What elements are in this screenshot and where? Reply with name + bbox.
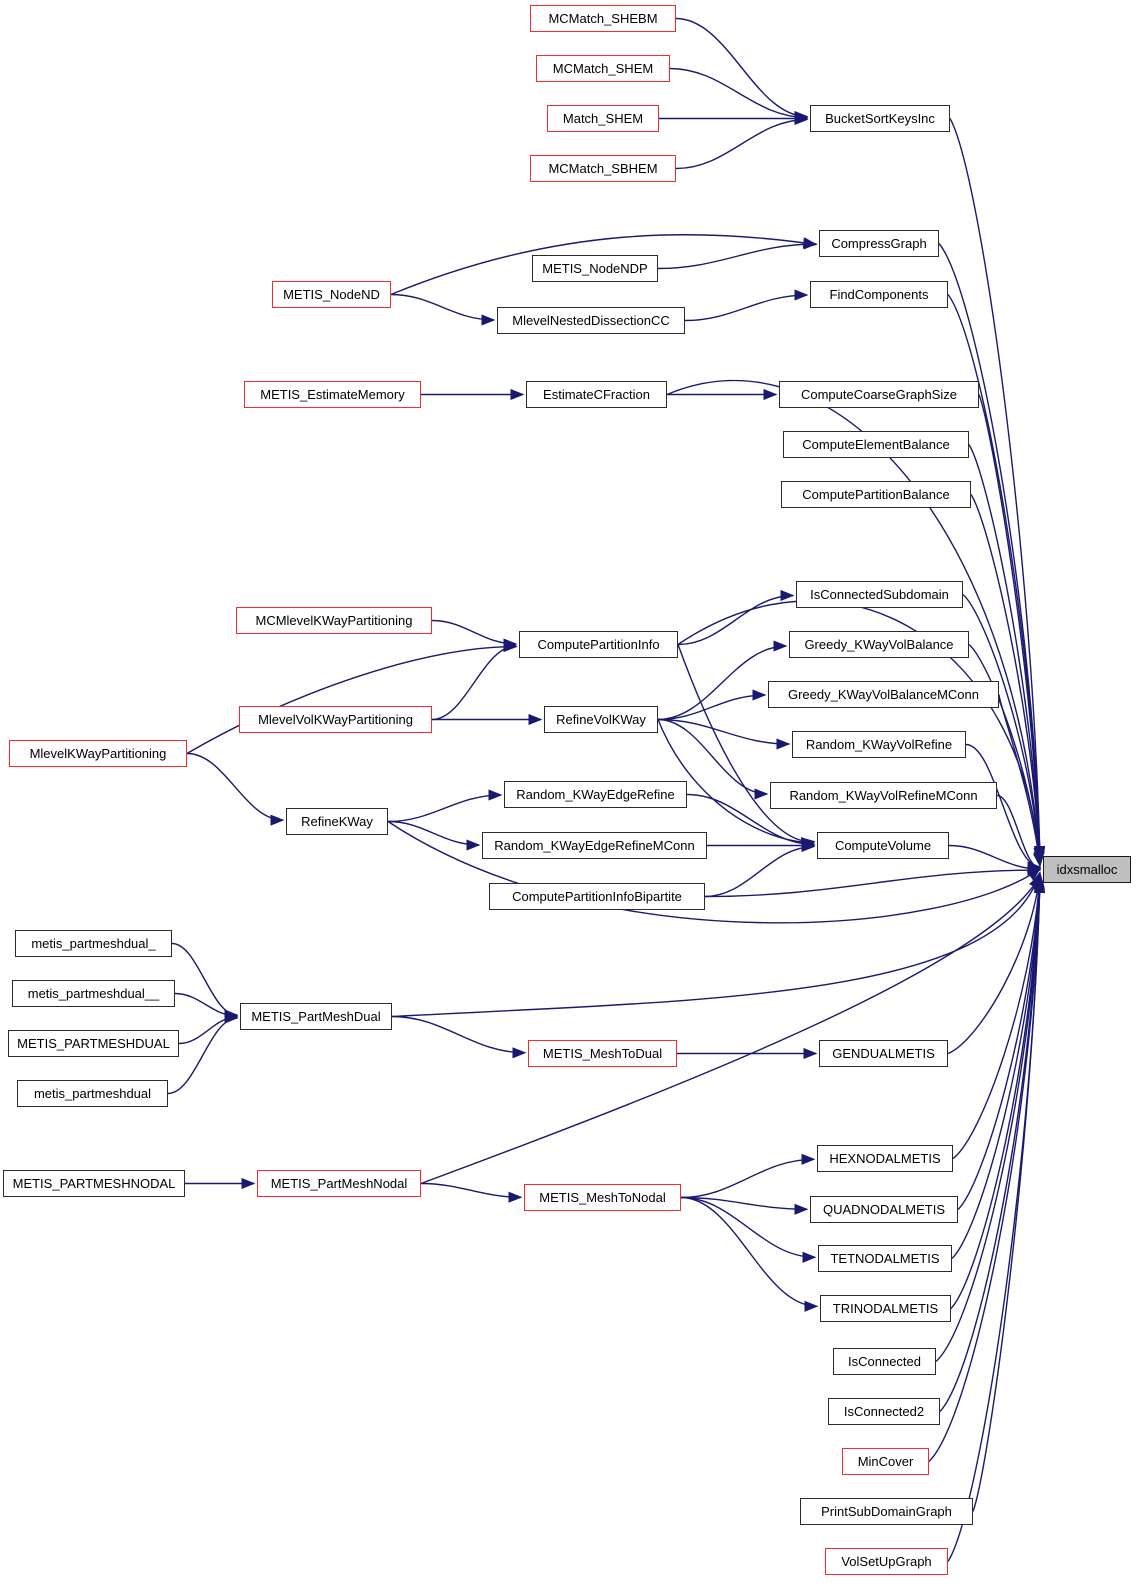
edge-RefineKWay-to-Random_KWayEdgeRefineMConn [388, 822, 479, 846]
node-label: HEXNODALMETIS [829, 1151, 941, 1166]
node-label: METIS_PARTMESHDUAL [17, 1036, 170, 1051]
node-METIS_EstimateMemory[interactable] [244, 381, 421, 408]
node-label: ComputeElementBalance [802, 437, 950, 452]
node-METIS_PARTMESHNODAL[interactable] [3, 1170, 185, 1197]
node-ComputePartitionInfoBipartite[interactable] [489, 883, 705, 910]
node-RefineVolKWay[interactable] [544, 706, 658, 733]
edge-VolSetUpGraph-to-idxsmalloc [948, 881, 1040, 1562]
node-VolSetUpGraph[interactable] [825, 1548, 948, 1575]
node-label: METIS_EstimateMemory [260, 387, 405, 402]
node-Match_SHEM[interactable] [547, 105, 659, 132]
edge-FindComponents-to-idxsmalloc [948, 295, 1040, 859]
edge-METIS_PartMeshDual-to-METIS_MeshToDual [392, 1017, 525, 1053]
node-METIS_NodeNDP[interactable] [532, 255, 658, 282]
node-ComputeVolume[interactable] [817, 832, 949, 859]
node-METIS_PartMeshDual[interactable] [240, 1003, 392, 1030]
node-METIS_MeshToNodal[interactable] [524, 1184, 681, 1211]
edge-MlevelKWayPartitioning-to-RefineKWay [187, 754, 283, 821]
focus-node-idxsmalloc [1043, 856, 1131, 883]
node-label: CompressGraph [831, 236, 927, 251]
edge-MCMatch_SHEM-to-BucketSortKeysInc [670, 69, 807, 118]
node-MlevelNestedDissectionCC[interactable] [497, 307, 685, 334]
node-ComputePartitionBalance[interactable] [781, 481, 971, 508]
edge-MCMatch_SBHEM-to-BucketSortKeysInc [676, 120, 807, 169]
node-label: BucketSortKeysInc [825, 111, 935, 126]
node-label: ComputePartitionBalance [802, 487, 950, 502]
node-label: ComputeCoarseGraphSize [800, 387, 958, 402]
node-label: MlevelVolKWayPartitioning [258, 712, 413, 727]
node-Random_KWayVolRefine[interactable] [792, 731, 966, 758]
node-IsConnected[interactable] [833, 1348, 936, 1375]
node-label: METIS_PartMeshDual [251, 1009, 381, 1024]
edge-MlevelVolKWayPartitioning-to-ComputePartitionInfo [432, 646, 516, 720]
node-metis_partmeshdual__[interactable] [12, 980, 175, 1007]
node-ComputeCoarseGraphSize[interactable] [779, 381, 979, 408]
edge-METIS_NodeNDP-to-CompressGraph [658, 244, 816, 269]
node-Greedy_KWayVolBalanceMConn[interactable] [768, 681, 999, 708]
node-label: FindComponents [829, 287, 929, 302]
node-FindComponents[interactable] [810, 281, 948, 308]
edge-CompressGraph-to-idxsmalloc [939, 244, 1040, 859]
node-label: ComputeVolume [834, 838, 932, 853]
node-label: MCMlevelKWayPartitioning [255, 613, 413, 628]
node-label: ComputePartitionInfo [537, 637, 660, 652]
node-label: Random_KWayEdgeRefineMConn [494, 838, 695, 853]
edge-RefineVolKWay-to-Greedy_KWayVolBalanceMConn [658, 695, 765, 720]
edge-METIS_MeshToNodal-to-TRINODALMETIS [681, 1198, 817, 1307]
edge-METIS_MeshToNodal-to-TETNODALMETIS [681, 1198, 815, 1258]
node-label: VolSetUpGraph [841, 1554, 932, 1569]
edge-RefineVolKWay-to-Random_KWayVolRefine [658, 720, 789, 745]
node-TRINODALMETIS[interactable] [820, 1295, 951, 1322]
node-label: metis_partmeshdual [33, 1086, 152, 1101]
node-PrintSubDomainGraph[interactable] [800, 1498, 973, 1525]
edge-METIS_MeshToNodal-to-QUADNODALMETIS [681, 1198, 807, 1210]
node-Random_KWayEdgeRefineMConn[interactable] [482, 832, 707, 859]
edge-METIS_MeshToNodal-to-HEXNODALMETIS [681, 1159, 814, 1197]
node-Greedy_KWayVolBalance[interactable] [789, 631, 969, 658]
node-QUADNODALMETIS[interactable] [810, 1196, 958, 1223]
node-label: METIS_NodeNDP [542, 261, 648, 276]
edge-MlevelNestedDissectionCC-to-FindComponents [685, 295, 807, 320]
edge-ComputePartitionInfoBipartite-to-ComputeVolume [705, 847, 814, 897]
node-label: idxsmalloc [1056, 862, 1118, 877]
node-label: metis_partmeshdual__ [27, 986, 160, 1001]
node-label: MlevelNestedDissectionCC [512, 313, 670, 328]
edge-Greedy_KWayVolBalance-to-idxsmalloc [969, 645, 1040, 866]
node-label: RefineVolKWay [556, 712, 646, 727]
node-MCMatch_SHEM[interactable] [536, 55, 670, 82]
node-RefineKWay[interactable] [286, 808, 388, 835]
node-label: METIS_PARTMESHNODAL [12, 1176, 176, 1191]
node-GENDUALMETIS[interactable] [819, 1040, 948, 1067]
edge-ComputePartitionInfo-to-IsConnectedSubdomain [678, 596, 793, 645]
node-IsConnected2[interactable] [828, 1398, 940, 1425]
node-label: metis_partmeshdual_ [31, 936, 156, 951]
node-Random_KWayEdgeRefine[interactable] [504, 781, 687, 808]
node-label: MCMatch_SHEBM [548, 11, 658, 26]
node-label: TETNODALMETIS [830, 1251, 940, 1266]
node-MlevelVolKWayPartitioning[interactable] [239, 706, 432, 733]
node-label: MlevelKWayPartitioning [29, 746, 167, 761]
node-metis_partmeshdual[interactable] [17, 1080, 168, 1107]
node-label: METIS_MeshToNodal [539, 1190, 666, 1205]
node-label: IsConnected2 [843, 1404, 925, 1419]
node-label: GENDUALMETIS [832, 1046, 935, 1061]
node-label: MinCover [857, 1454, 914, 1469]
node-MCMatch_SBHEM[interactable] [530, 155, 676, 182]
node-label: QUADNODALMETIS [822, 1202, 946, 1217]
node-label: EstimateCFraction [543, 387, 650, 402]
node-label: Random_KWayVolRefineMConn [789, 788, 978, 803]
node-ComputeElementBalance[interactable] [783, 431, 969, 458]
node-CompressGraph[interactable] [819, 230, 939, 257]
node-label: RefineKWay [301, 814, 373, 829]
node-label: METIS_NodeND [283, 287, 380, 302]
node-label: Match_SHEM [562, 111, 644, 126]
node-MCMlevelKWayPartitioning[interactable] [236, 607, 432, 634]
node-METIS_NodeND[interactable] [272, 281, 391, 308]
node-METIS_MeshToDual[interactable] [528, 1040, 677, 1067]
node-EstimateCFraction[interactable] [526, 381, 667, 408]
node-IsConnectedSubdomain[interactable] [796, 581, 963, 608]
node-label: METIS_MeshToDual [542, 1046, 663, 1061]
edge-METIS_NodeND-to-MlevelNestedDissectionCC [391, 295, 494, 320]
edge-MCMlevelKWayPartitioning-to-ComputePartitionInfo [432, 621, 516, 645]
node-MinCover[interactable] [842, 1448, 929, 1475]
node-METIS_PartMeshNodal[interactable] [257, 1170, 421, 1197]
node-label: Random_KWayVolRefine [805, 737, 953, 752]
node-label: TRINODALMETIS [832, 1301, 939, 1316]
node-label: ComputePartitionInfoBipartite [512, 889, 682, 904]
node-MlevelKWayPartitioning[interactable] [9, 740, 187, 767]
edge-MlevelKWayPartitioning-to-ComputePartitionInfo [187, 647, 516, 754]
node-BucketSortKeysInc[interactable] [810, 105, 950, 132]
node-TETNODALMETIS[interactable] [818, 1245, 952, 1272]
node-HEXNODALMETIS[interactable] [817, 1145, 953, 1172]
node-label: MCMatch_SBHEM [548, 161, 658, 176]
node-label: METIS_PartMeshNodal [270, 1176, 408, 1191]
edge-RefineKWay-to-Random_KWayEdgeRefine [388, 795, 501, 821]
node-label: IsConnectedSubdomain [810, 587, 949, 602]
node-METIS_PARTMESHDUAL[interactable] [8, 1030, 179, 1057]
node-ComputePartitionInfo[interactable] [519, 631, 678, 658]
node-Random_KWayVolRefineMConn[interactable] [770, 782, 997, 809]
edge-MCMatch_SHEBM-to-BucketSortKeysInc [676, 19, 807, 117]
node-label: Greedy_KWayVolBalance [804, 637, 954, 652]
node-label: Greedy_KWayVolBalanceMConn [787, 687, 979, 702]
node-label: IsConnected [848, 1354, 921, 1369]
node-metis_partmeshdual_[interactable] [15, 930, 172, 957]
node-label: MCMatch_SHEM [552, 61, 654, 76]
node-MCMatch_SHEBM[interactable] [530, 5, 676, 32]
node-label: PrintSubDomainGraph [821, 1504, 952, 1519]
node-label: Random_KWayEdgeRefine [516, 787, 675, 802]
edge-METIS_PartMeshNodal-to-METIS_MeshToNodal [421, 1184, 521, 1198]
